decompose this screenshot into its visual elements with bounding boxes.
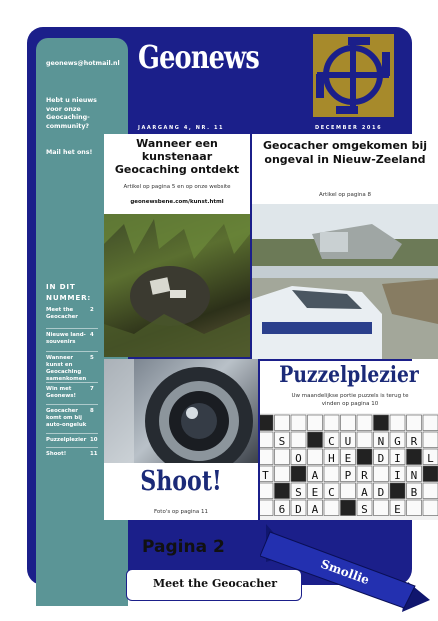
crossword-cell — [357, 415, 372, 431]
crossword-letter: S — [278, 435, 286, 448]
issue-number: JAARGANG 4, NR. 11 — [138, 125, 225, 131]
crossword-letter: O — [295, 452, 302, 465]
photo-forest-cache — [104, 214, 250, 357]
crossword-cell — [275, 466, 290, 482]
crossword-letter: E — [394, 503, 401, 516]
crossword-letter: N — [410, 469, 418, 482]
crossword-letter: D — [295, 503, 302, 516]
crossword-cell — [291, 415, 306, 431]
toc-page-number: 4 — [90, 332, 94, 338]
logo-emblem — [313, 34, 394, 117]
toc-divider — [46, 404, 98, 405]
photo-camera-lens — [104, 359, 258, 463]
toc-page-number: 7 — [90, 386, 94, 392]
crossword-cell — [275, 415, 290, 431]
contact-email[interactable]: geonews@hotmail.nl — [46, 60, 120, 67]
crossword-black-cell — [260, 415, 273, 431]
crossword-cell — [357, 432, 372, 448]
crossword-cell — [324, 466, 339, 482]
crossword-cell — [374, 466, 389, 482]
crossword-black-cell — [308, 432, 323, 448]
crossword-cell — [260, 432, 273, 448]
sidebar-question: Hebt u nieuws voor onze Geocaching-community? — [46, 97, 97, 130]
toc-divider — [46, 433, 98, 434]
toc-page-number: 10 — [90, 437, 98, 443]
geocaching-logo-icon — [313, 34, 394, 117]
crossword-letter: R — [361, 469, 368, 482]
sidebar-cta: Mail het ons! — [46, 149, 93, 156]
article-accident-ref: Artikel op pagina 8 — [319, 192, 371, 198]
crossword-letter: 6 — [278, 503, 286, 516]
crossword-grid — [260, 413, 438, 520]
crossword-black-cell — [374, 415, 389, 431]
crossword-letter: H — [328, 452, 335, 465]
crossword-black-cell — [407, 449, 422, 465]
crossword-cell — [260, 500, 273, 516]
crossword-letter: I — [394, 469, 401, 482]
crossword-black-cell — [341, 500, 356, 516]
crossword-letter: A — [361, 486, 368, 499]
toc-divider — [46, 447, 98, 448]
toc-item[interactable]: Geocacher komt om bij auto-ongeluk — [46, 408, 87, 428]
crossword-letter: I — [394, 452, 401, 465]
article-art-url[interactable]: geonewsbene.com/kunst.html — [130, 199, 224, 205]
crossword-black-cell — [291, 466, 306, 482]
photo-crossword — [260, 413, 438, 520]
crossword-cell — [423, 432, 438, 448]
crossword-cell — [324, 415, 339, 431]
crossword-cell — [260, 483, 273, 499]
crossword-letter: L — [427, 452, 434, 465]
toc-page-number: 11 — [90, 451, 98, 457]
crossword-cell — [291, 432, 306, 448]
crossword-cell — [407, 500, 422, 516]
toc-page-number: 2 — [90, 307, 94, 313]
crossword-cell — [308, 415, 323, 431]
toc-item[interactable]: Puzzelplezier — [46, 437, 87, 443]
article-puzzle-headline: Puzzelplezier — [279, 362, 419, 388]
crossword-black-cell — [275, 483, 290, 499]
crossword-letter: U — [344, 435, 352, 448]
toc-item[interactable]: Win met Geonews! — [46, 386, 76, 399]
toc-title: IN DIT NUMMER: — [46, 282, 92, 302]
crossword-letter: G — [394, 435, 401, 448]
crossword-letter: A — [311, 469, 319, 482]
crossword-cell — [260, 449, 273, 465]
article-shoot-ref: Foto's op pagina 11 — [153, 509, 209, 515]
photo-accident-scene — [252, 204, 438, 359]
crossword-black-cell — [423, 466, 438, 482]
section-title: Meet the Geocacher — [152, 577, 278, 590]
toc-item[interactable]: Wanneer kunst en Geocaching samenkomen — [46, 355, 87, 382]
toc-item[interactable]: Shoot! — [46, 451, 67, 457]
article-puzzle-sub: Uw maandelijkse portie puzzels is terug te vinden op pagina 10 — [291, 393, 409, 407]
crossword-letter: S — [295, 486, 302, 499]
toc-page-number: 5 — [90, 355, 94, 361]
crossword-letter: B — [410, 486, 418, 499]
article-shoot-headline: Shoot! — [140, 466, 222, 497]
crossword-cell — [390, 415, 405, 431]
crossword-cell — [324, 500, 339, 516]
crossword-letter: E — [344, 452, 352, 465]
crossword-letter: R — [410, 435, 418, 448]
toc-item[interactable]: Meet the Geocacher — [46, 307, 78, 320]
crossword-letter: A — [311, 503, 319, 516]
crossword-letter: C — [328, 435, 335, 448]
crossword-cell — [407, 415, 422, 431]
article-art-ref: Artikel op pagina 5 en op onze website — [123, 184, 231, 190]
crossword-cell — [423, 415, 438, 431]
page-number: Pagina 2 — [142, 537, 225, 557]
toc-item[interactable]: Nieuwe land-souvenirs — [46, 332, 86, 345]
crossword-letter: D — [377, 452, 385, 465]
crossword-black-cell — [390, 483, 405, 499]
crossword-black-cell — [357, 449, 372, 465]
crossword-cell — [341, 415, 356, 431]
crossword-letter: D — [377, 486, 385, 499]
article-art-headline: Wanneer een kunstenaar Geocaching ontdekt — [114, 137, 240, 176]
issue-date: DECEMBER 2016 — [315, 125, 383, 131]
crossword-letter: E — [311, 486, 319, 499]
crossword-letter: N — [377, 435, 385, 448]
ribbon-text: Smollie — [318, 556, 372, 588]
crossword-cell — [341, 483, 356, 499]
crossword-cell — [423, 483, 438, 499]
magazine-title: Geonews — [138, 38, 259, 76]
toc-divider — [46, 351, 98, 352]
crossword-letter: T — [262, 469, 269, 482]
crossword-cell — [308, 449, 323, 465]
crossword-letter: P — [344, 469, 352, 482]
crossword-cell — [374, 500, 389, 516]
crossword-cell — [423, 500, 438, 516]
crossword-letter: S — [361, 503, 368, 516]
crossword-cell — [275, 449, 290, 465]
article-accident-headline: Geocacher omgekomen bij ongeval in Nieuw-Zeeland — [263, 139, 427, 166]
toc-page-number: 8 — [90, 408, 94, 414]
crossword-letter: C — [328, 486, 335, 499]
toc-divider — [46, 382, 98, 383]
toc-divider — [46, 328, 98, 329]
